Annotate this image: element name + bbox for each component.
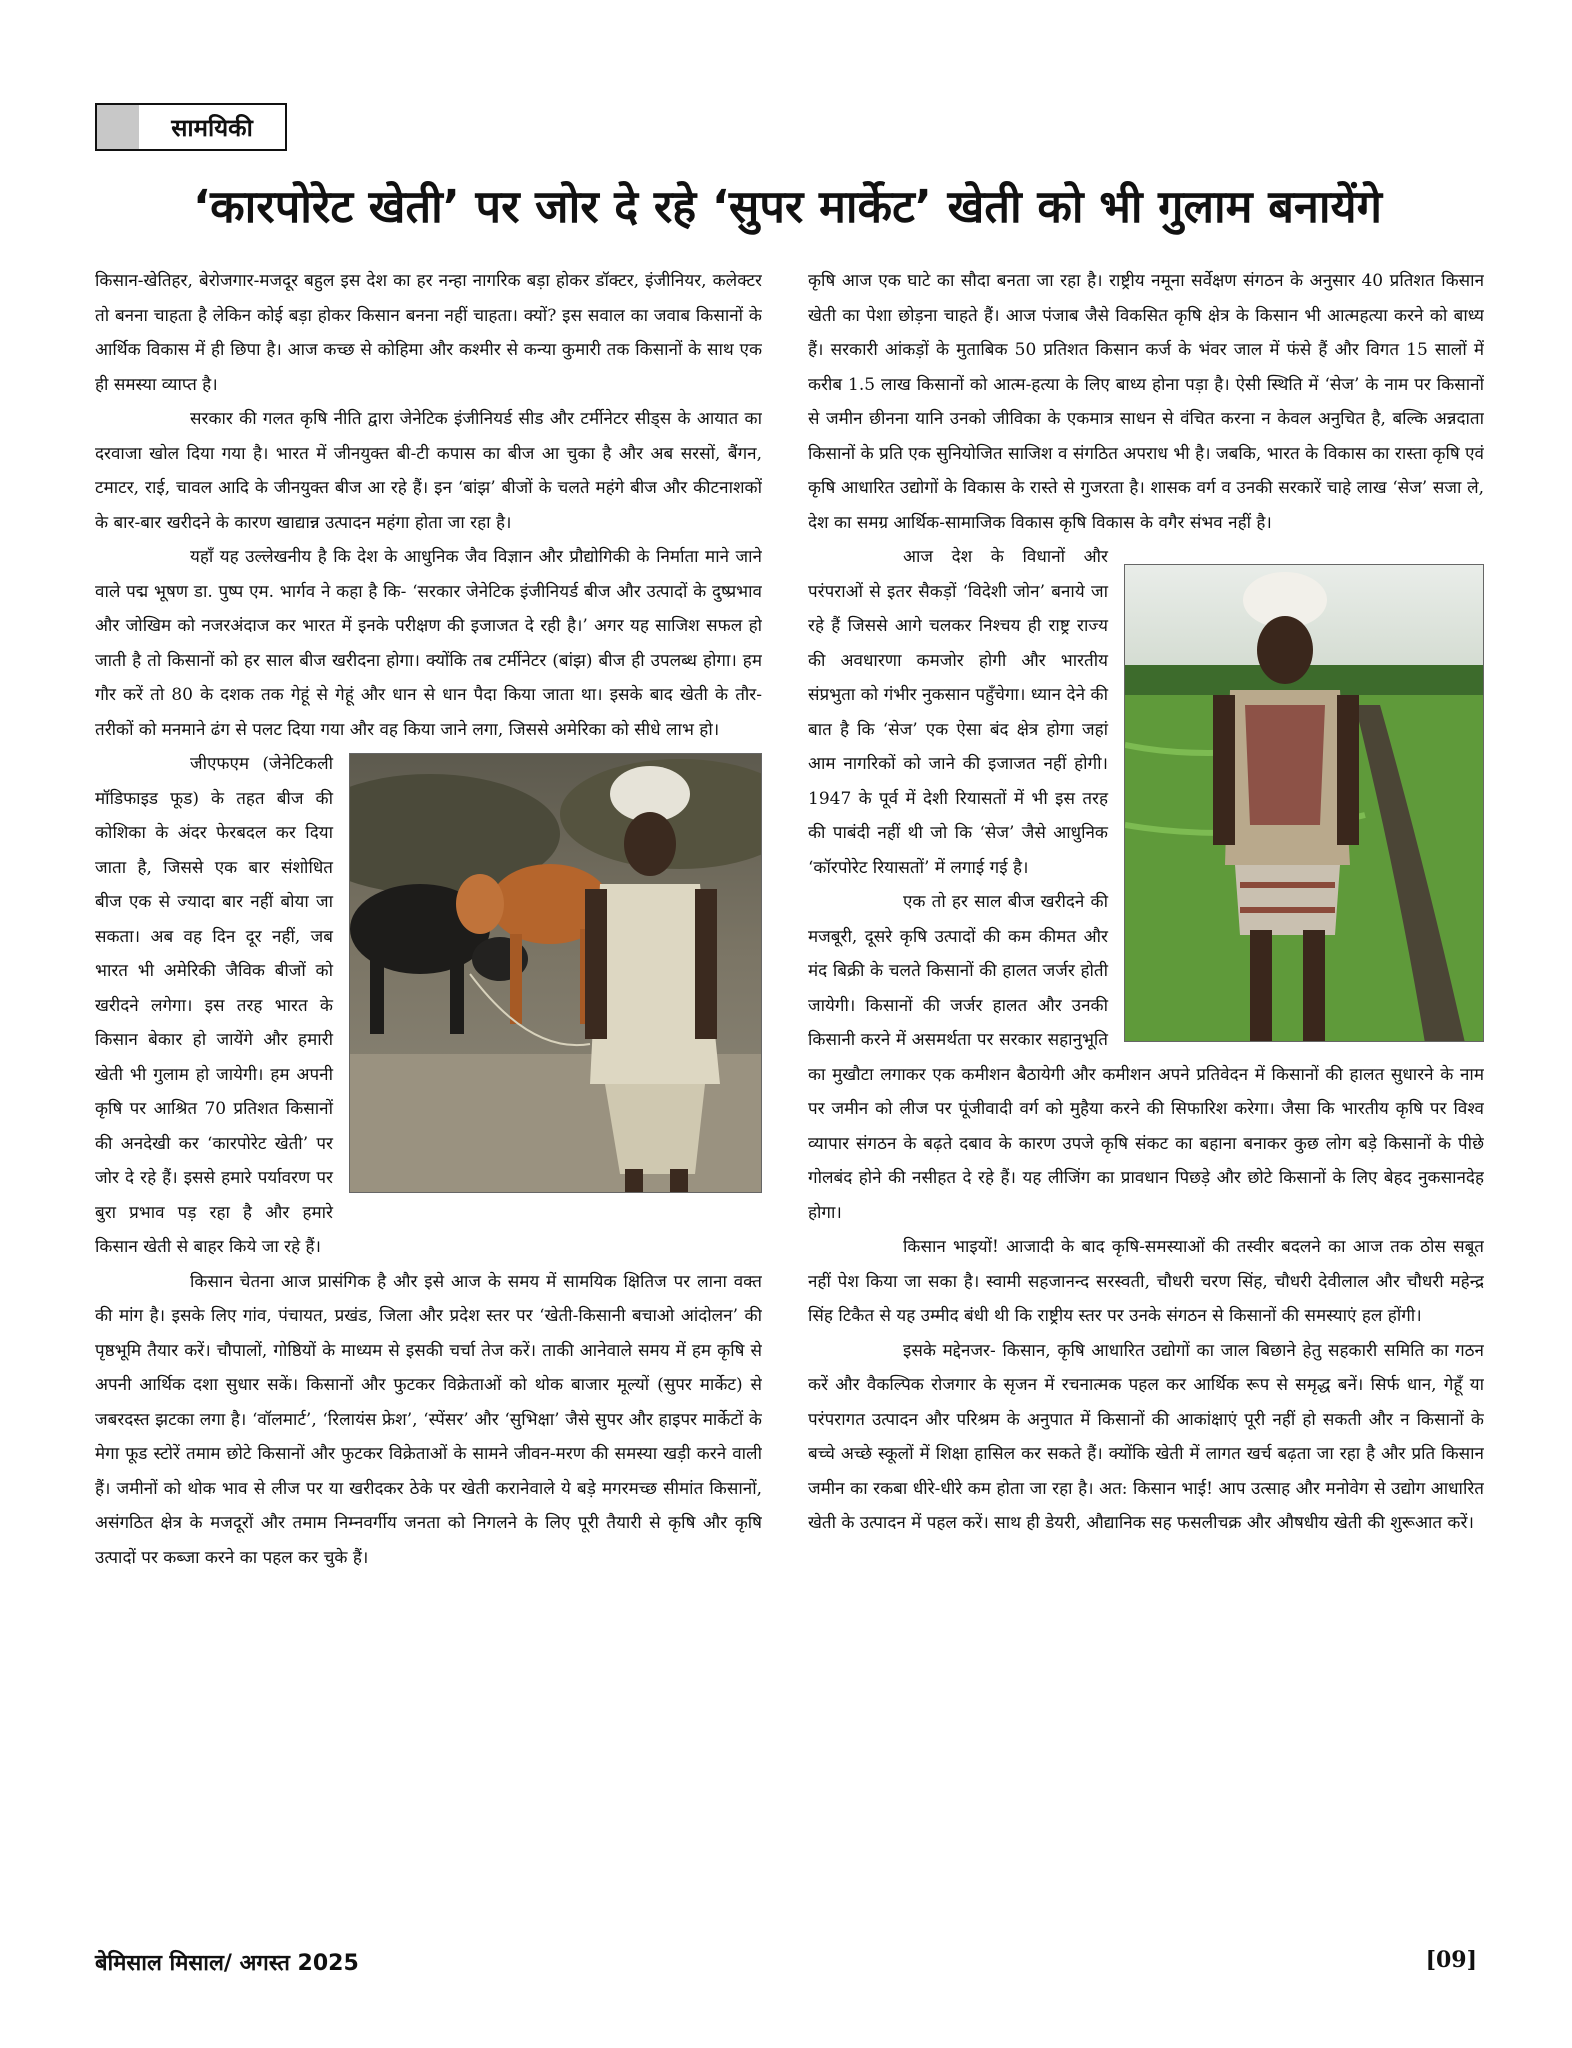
right-paragraph-3: एक तो हर साल बीज खरीदने की मजबूरी, दूसरे कृषि उत्पादों की कम कीमत और मंद बिक्री के चलते किसानों की हालत जर्जर होती जायेगी। किसानों की जर्जर हालत और उनकी किसानी करने में असमर्थता पर सरकार सहानुभूति का मुखौटा लगाकर एक कमीशन बैठायेगी और कमीशन अपने प्रतिवेदन में किसानों की हालत सुधारने के नाम पर जमीन को लीज पर पूंजीवादी वर्ग को मुहैया करने की सिफारिश करेगा। जैसा कि भारतीय कृषि पर विश्व व्यापार संगठन के बढ़ते दबाव के कारण उपजे कृषि संकट का बहाना बनाकर कुछ लोग बड़े किसानों के पीछे गोलबंद होने की नसीहत दे रहे हैं। यह लीजिंग का प्रावधान पिछड़े और छोटे किसानों के लिए बेहद नुकसानदेह होगा। (808, 892, 1484, 1223)
left-paragraph-1: किसान-खेतिहर, बेरोजगार-मजदूर बहुल इस देश का हर नन्हा नागरिक बड़ा होकर डॉक्टर, इंजीनियर, कलेक्टर तो बनना चाहता है लेकिन कोई बड़ा होकर किसान बनना नहीं चाहता। क्यों? इस सवाल का जवाब किसानों के आर्थिक विकास में ही छिपा है। आज कच्छ से कोहिमा और कश्मीर से कन्या कुमारी तक किसानों के साथ एक ही समस्या व्याप्त है। (95, 271, 762, 395)
right-paragraph-1: कृषि आज एक घाटे का सौदा बनता जा रहा है। राष्ट्रीय नमूना सर्वेक्षण संगठन के अनुसार 40 प्रतिशत किसान खेती का पेशा छोड़ना चाहते हैं। आज पंजाब जैसे विकसित कृषि क्षेत्र के किसान भी आत्महत्या करने को बाध्य हैं। सरकारी आंकड़ों के मुताबिक 50 प्रतिशत किसान कर्ज के भंवर जाल में फंसे हैं और विगत 15 सालों में करीब 1.5 लाख किसानों को आत्म-हत्या के लिए बाध्य होना पड़ा है। ऐसी स्थिति में ‘सेज’ के नाम पर किसानों से जमीन छीनना यानि उनको जीविका के एकमात्र साधन से वंचित करना न केवल अनुचित है, बल्कि अन्नदाता किसानों के प्रति एक सुनियोजित साजिश व संगठित अपराध भी है। जबकि, भारत के विकास का रास्ता कृषि एवं कृषि आधारित उद्योगों के विकास के रास्ते से गुजरता है। शासक वर्ग व उनकी सरकारें चाहे लाख ‘सेज’ सजा ले, देश का समग्र आर्थिक-सामाजिक विकास कृषि विकास के वगैर संभव नहीं है। (808, 271, 1484, 533)
left-column (95, 264, 762, 1891)
issue-date: अगस्त 2025 (239, 1951, 359, 1976)
section-tag (95, 103, 287, 151)
left-paragraph-5: किसान चेतना आज प्रासंगिक है और इसे आज के समय में सामयिक क्षितिज पर लाना वक्त की मांग है। इसके लिए गांव, पंचायत, प्रखंड, जिला और प्रदेश स्तर पर ‘खेती-किसानी बचाओ आंदोलन’ की पृष्ठभूमि तैयार करें। चौपालों, गोष्ठियों के माध्यम से इसकी चर्चा तेज करें। ताकी आनेवाले समय में हम कृषि से अपनी आर्थिक दशा सुधार सकें। किसानों और फुटकर विक्रेताओं को थोक बाजार मूल्यों (सुपर मार्केट) से जबरदस्त झटका लगा है। ‘वॉलमार्ट’, ‘रिलायंस फ्रेश’, ‘स्पेंसर’ और ‘सुभिक्षा’ जैसे सुपर और हाइपर मार्केटों के मेगा फूड स्टोरें तमाम छोटे किसानों और फुटकर विक्रेताओं के सामने जीवन-मरण की समस्या खड़ी करने वाली हैं। जमीनों को थोक भाव से लीज पर या खरीदकर ठेके पर खेती करानेवाले ये बड़े मगरमच्छ सीमांत किसानों, असंगठित क्षेत्र के मजदूरों और तमाम निम्नवर्गीय जनता को निगलने के लिए पूरी तैयारी से कृषि और कृषि उत्पादों पर कब्जा करने का पहल कर चुके हैं। (95, 1271, 762, 1568)
right-paragraph-4: किसान भाइयों! आजादी के बाद कृषि-समस्याओं की तस्वीर बदलने का आज तक ठोस सबूत नहीं पेश किया जा सका है। स्वामी सहजानन्द सरस्वती, चौधरी चरण सिंह, चौधरी देवीलाल और चौधरी महेन्द्र सिंह टिकैत से यह उम्मीद बंधी थी कि राष्ट्रीय स्तर पर उनके संगठन से किसानों की समस्याएं हल होंगी। (808, 1237, 1484, 1326)
farmer-with-cattle-photo (349, 753, 762, 1193)
right-column (808, 264, 1484, 1891)
section-label: सामयिकी (171, 113, 253, 142)
footer-publication (95, 1947, 359, 1977)
left-paragraph-3: यहाँ यह उल्लेखनीय है कि देश के आधुनिक जैव विज्ञान और प्रौद्योगिकी के निर्माता माने जाने वाले पद्म भूषण डा. पुष्प एम. भार्गव ने कहा है कि- ‘सरकार जेनेटिक इंजीनियर्ड बीज और उत्पादों के दुष्प्रभाव और जोखिम को नजरअंदाज कर भारत में इनके परीक्षण की इजाजत दे रही है।’ अगर यह साजिश सफल हो जाती है तो किसानों को हर साल बीज खरीदना होगा। क्योंकि तब टर्मीनेटर (बांझ) बीज ही उपलब्ध होगा। हम गौर करें तो 80 के दशक तक गेहूं से गेहूं और धान से धान पैदा किया जाता था। इसके बाद खेती के तौर-तरीकों को मनमाने ढंग से पलट दिया गया और वह किया जाने लगा, जिससे अमेरिका को सीधे लाभ हो। (95, 547, 762, 740)
farmer-in-field-photo (1124, 564, 1484, 1042)
right-paragraph-5: इसके मद्देनजर- किसान, कृषि आधारित उद्योगों का जाल बिछाने हेतु सहकारी समिति का गठन करें और वैकल्पिक रोजगार के सृजन में रचनात्मक पहल कर आर्थिक रूप से समृद्ध बनें। सिर्फ धान, गेहूँ या परंपरागत उत्पादन और परिश्रम के अनुपात में किसानों की आकांक्षाएं पूरी नहीं हो सकती और न किसानों के बच्चे अच्छे स्कूलों में शिक्षा हासिल कर सकते हैं। क्योंकि खेती में लागत खर्च बढ़ता जा रहा है और प्रति किसान जमीन का रकबा धीरे-धीरे कम होता जा रहा है। अत: किसान भाई! आप उत्साह और मनोवेग से उद्योग आधारित खेती के उत्पादन में पहल करें। साथ ही डेयरी, औद्यानिक सह फसलीचक्र और औषधीय खेती की शुरूआत करें। (808, 1340, 1484, 1533)
page-number: [09] (1425, 1947, 1477, 1973)
publication-name: बेमिसाल मिसाल/ (95, 1951, 232, 1976)
left-paragraph-2: सरकार की गलत कृषि नीति द्वारा जेनेटिक इंजीनियर्ड सीड और टर्मीनेटर सीड्स के आयात का दरवाजा खोल दिया गया है। भारत में जीनयुक्त बी-टी कपास का बीज आ चुका है और अब सरसों, बैंगन, टमाटर, राई, चावल आदि के जीनयुक्त बीज आ रहे हैं। इन ‘बांझ’ बीजों के चलते महंगे बीज और कीटनाशकों के बार-बार खरीदने के कारण खाद्यान्न उत्पादन महंगा होता जा रहा है। (95, 409, 762, 533)
article-headline: ‘कारपोरेट खेती’ पर जोर दे रहे ‘सुपर मार्केट’ खेती को भी गुलाम बनायेंगे (192, 180, 1382, 233)
right-paragraph-2: आज देश के विधानों और परंपराओं से इतर सैकड़ों ‘विदेशी जोन’ बनाये जा रहे हैं जिससे आगे चलकर निश्चय ही राष्ट्र राज्य की अवधारणा कमजोर होगी और भारतीय संप्रभुता को गंभीर नुकसान पहुँचेगा। ध्यान देने की बात है कि ‘सेज’ एक ऐसा बंद क्षेत्र होगा जहां आम नागरिकों को जाने की इजाजत नहीं होगी। 1947 के पूर्व में देशी रियासतों में भी इस तरह की पाबंदी नहीं थी जो कि ‘सेज’ जैसे आधुनिक ‘कॉरपोरेट रियासतों’ में लगाई गई है। (808, 547, 1108, 878)
section-tag-swatch (97, 105, 139, 149)
left-paragraph-4: जीएफएम (जेनेटिकली मॉडिफाइड फूड) के तहत बीज की कोशिका के अंदर फेरबदल कर दिया जाता है, जिससे एक बार संशोधित बीज एक से ज्यादा बार नहीं बोया जा सकता। अब वह दिन दूर नहीं, जब भारत भी अमेरिकी जैविक बीजों को खरीदने लगेगा। इस तरह भारत के किसान बेकार हो जायेंगे और हमारी खेती भी गुलाम हो जायेगी। हम अपनी कृषि पर आश्रित 70 प्रतिशत किसानों की अनदेखी कर ‘कारपोरेट खेती’ पर जोर दे रहे हैं। इससे हमारे पर्यावरण पर बुरा प्रभाव पड़ रहा है और हमारे किसान खेती से बाहर किये जा रहे हैं। (95, 754, 333, 1257)
